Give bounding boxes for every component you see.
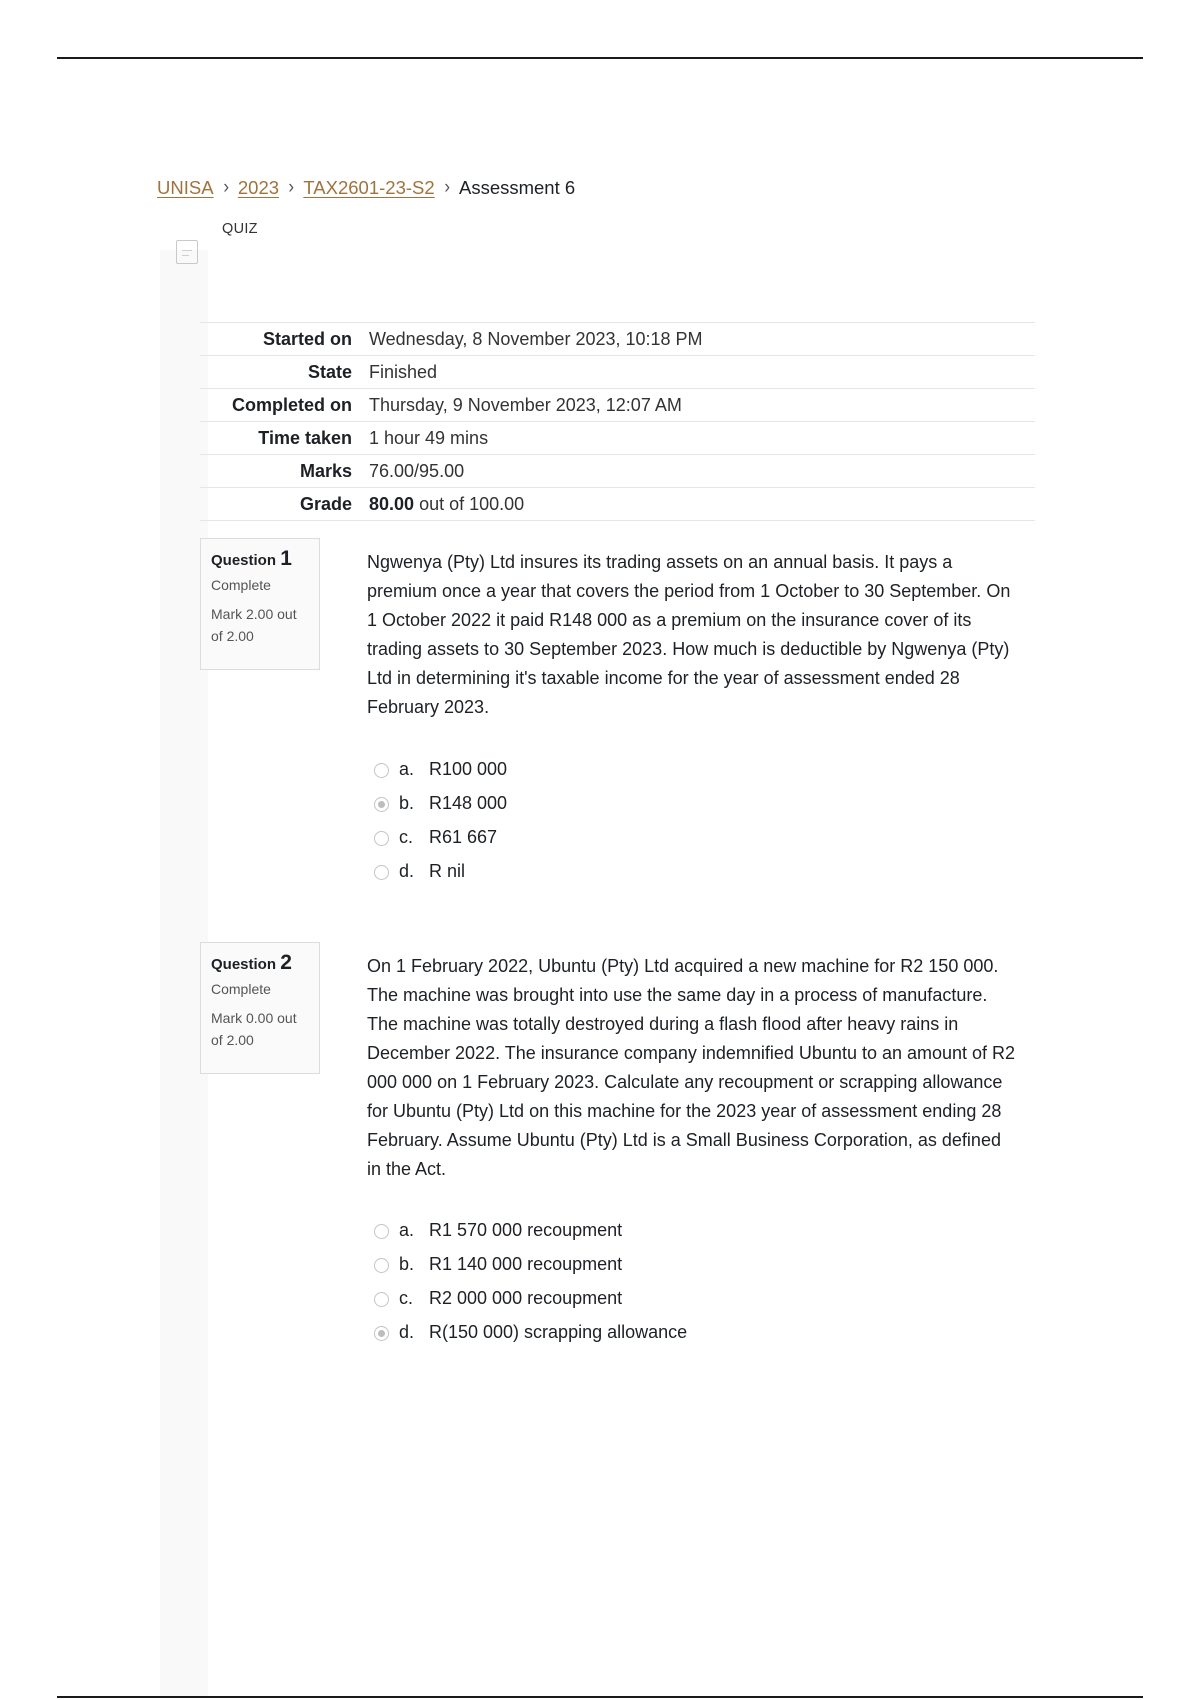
breadcrumb-current: Assessment 6 bbox=[458, 177, 576, 198]
question-number: Question 1 bbox=[211, 547, 292, 570]
summary-value: Finished bbox=[369, 361, 438, 382]
summary-row bbox=[200, 356, 1035, 389]
answer-option[interactable] bbox=[374, 1315, 974, 1349]
question-grade: Mark 0.00 out of 2.00 bbox=[211, 1010, 297, 1049]
summary-row bbox=[200, 323, 1035, 356]
question-text-1: Ngwenya (Pty) Ltd insures its trading assets on an annual basis. It pays a premium once a year that covers the period from 1 October to 30 September. On 1 October 2022 it paid R148 000 as a premium on the insurance cover of its trading assets to 30 September 2023. How much is deductible by Ngwenya (Pty) Ltd in determining it's taxable income for the year of assessment ended 28 February 2023. bbox=[367, 552, 1011, 717]
answer-option[interactable] bbox=[374, 1281, 974, 1315]
answer-option[interactable] bbox=[374, 786, 974, 820]
answer-letter: c. bbox=[399, 826, 414, 847]
summary-value: Wednesday, 8 November 2023, 10:18 PM bbox=[369, 328, 703, 349]
answer-option[interactable] bbox=[374, 752, 974, 786]
summary-value: 76.00/95.00 bbox=[369, 460, 465, 481]
summary-label: Started on bbox=[262, 328, 352, 349]
chevron-right-icon: › bbox=[443, 177, 450, 198]
breadcrumb-link-2023[interactable]: 2023 bbox=[237, 177, 280, 198]
grade-suffix: out of 100.00 bbox=[419, 493, 525, 514]
radio-button[interactable] bbox=[374, 763, 389, 778]
answer-text: R(150 000) scrapping allowance bbox=[429, 1321, 688, 1342]
summary-value bbox=[367, 488, 1035, 521]
answer-option[interactable] bbox=[374, 1247, 974, 1281]
question-state: Complete bbox=[211, 577, 271, 593]
summary-row bbox=[200, 455, 1035, 488]
answer-text: R1 570 000 recoupment bbox=[429, 1219, 623, 1240]
summary-row-grade bbox=[200, 488, 1035, 521]
page-bottom-rule bbox=[57, 1696, 1143, 1698]
answer-letter: c. bbox=[399, 1287, 414, 1308]
answer-text: R100 000 bbox=[429, 758, 508, 779]
summary-label: Marks bbox=[299, 460, 352, 481]
summary-label: Completed on bbox=[232, 394, 352, 415]
answer-list-1 bbox=[374, 752, 974, 888]
answer-letter: a. bbox=[399, 1219, 415, 1240]
activity-type-label: QUIZ bbox=[222, 221, 258, 237]
radio-button-selected[interactable] bbox=[374, 1326, 389, 1341]
answer-text: R nil bbox=[429, 860, 466, 881]
radio-button[interactable] bbox=[374, 1258, 389, 1273]
summary-value: Thursday, 9 November 2023, 12:07 AM bbox=[369, 394, 682, 415]
answer-text: R2 000 000 recoupment bbox=[429, 1287, 623, 1308]
answer-option[interactable] bbox=[374, 1213, 974, 1247]
radio-button[interactable] bbox=[374, 831, 389, 846]
breadcrumb-link-unisa[interactable]: UNISA bbox=[157, 177, 214, 198]
quiz-icon bbox=[176, 240, 198, 264]
summary-label: Time taken bbox=[258, 427, 352, 448]
summary-label: State bbox=[307, 361, 352, 382]
radio-button-selected[interactable] bbox=[374, 797, 389, 812]
answer-text: R1 140 000 recoupment bbox=[429, 1253, 623, 1274]
answer-text: R148 000 bbox=[429, 792, 508, 813]
chevron-right-icon: › bbox=[288, 177, 295, 198]
attempt-summary-table bbox=[200, 322, 1035, 521]
radio-button[interactable] bbox=[374, 865, 389, 880]
question-grade: Mark 2.00 out of 2.00 bbox=[211, 606, 297, 645]
summary-row bbox=[200, 422, 1035, 455]
question-state: Complete bbox=[211, 981, 271, 997]
grade-value: 80.00 bbox=[369, 493, 415, 514]
answer-letter: d. bbox=[399, 1321, 415, 1342]
answer-letter: b. bbox=[399, 1253, 415, 1274]
answer-list-2 bbox=[374, 1213, 974, 1349]
radio-button[interactable] bbox=[374, 1224, 389, 1239]
breadcrumb bbox=[157, 177, 575, 199]
question-number: Question 2 bbox=[211, 951, 292, 974]
summary-row bbox=[200, 389, 1035, 422]
summary-value: 1 hour 49 mins bbox=[369, 427, 489, 448]
question-text-2: On 1 February 2022, Ubuntu (Pty) Ltd acquired a new machine for R2 150 000. The machine was brought into use the same day in a process of manufacture. The machine was totally destroyed during a flash flood after heavy rains in December 2022. The insurance company indemnified Ubuntu to an amount of R2 000 000 on 1 February 2023. Calculate any recoupment or scrapping allowance for Ubuntu (Pty) Ltd on this machine for the 2023 year of assessment ending 28 February. Assume Ubuntu (Pty) Ltd is a Small Business Corporation, as defined in the Act. bbox=[367, 956, 1016, 1179]
summary-label: Grade bbox=[299, 493, 352, 514]
answer-option[interactable] bbox=[374, 854, 974, 888]
question-info-1 bbox=[200, 538, 320, 670]
answer-letter: b. bbox=[399, 792, 415, 813]
question-info-2 bbox=[200, 942, 320, 1074]
answer-letter: a. bbox=[399, 758, 415, 779]
answer-option[interactable] bbox=[374, 820, 974, 854]
page-top-rule bbox=[57, 57, 1143, 59]
radio-button[interactable] bbox=[374, 1292, 389, 1307]
answer-text: R61 667 bbox=[429, 826, 498, 847]
answer-letter: d. bbox=[399, 860, 415, 881]
breadcrumb-link-course[interactable]: TAX2601-23-S2 bbox=[303, 177, 435, 198]
chevron-right-icon: › bbox=[222, 177, 229, 198]
